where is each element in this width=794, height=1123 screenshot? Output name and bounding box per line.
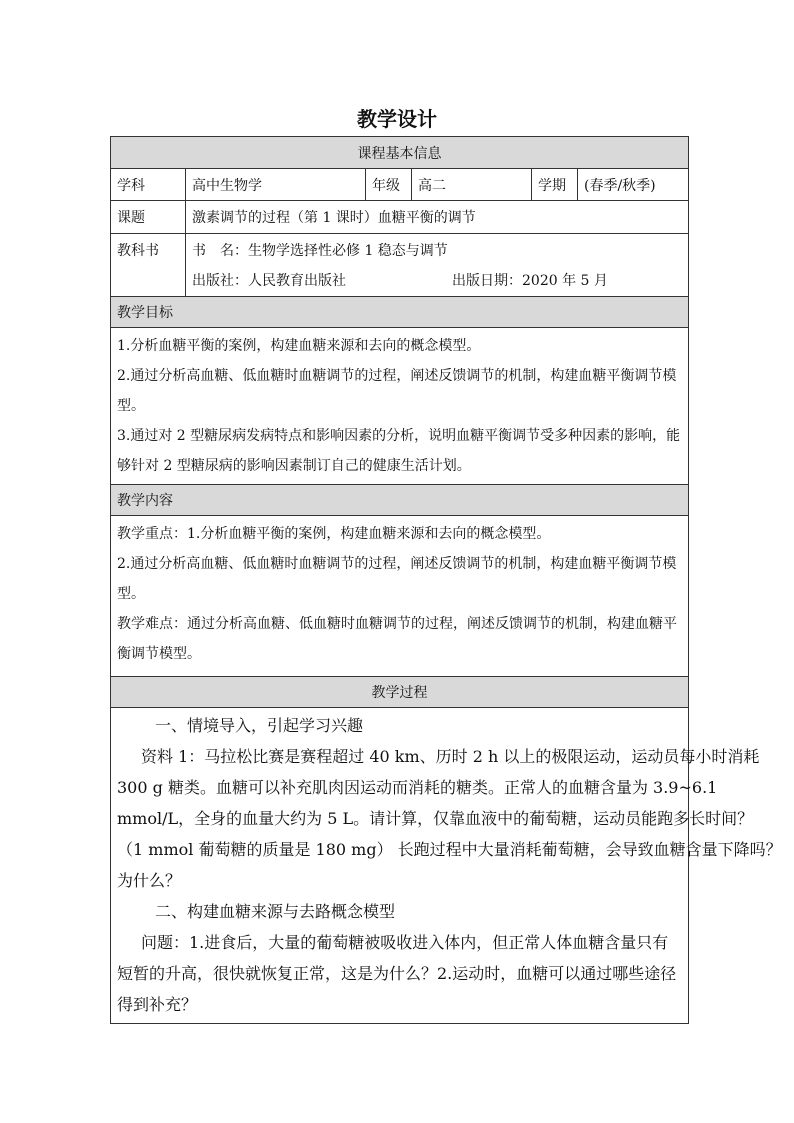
topic-value: 激素调节的过程（第 1 课时）血糖平衡的调节	[186, 201, 689, 234]
publish-date: 出版日期：2020 年 5 月	[452, 273, 608, 289]
objective-line: 1.分析血糖平衡的案例，构建血糖来源和去向的概念模型。	[117, 338, 481, 354]
material-line: 为什么？	[117, 871, 182, 890]
textbook-info	[186, 234, 689, 297]
objective-line: 型。	[117, 398, 145, 414]
book-name: 书 名：生物学选择性必修 1 稳态与调节	[192, 243, 448, 259]
material-line: （1 mmol 葡萄糖的质量是 180 mg） 长跑过程中大量消耗葡萄糖，会导致血糖含量下降吗？	[117, 840, 782, 859]
publisher: 出版社：人民教育出版社	[192, 273, 346, 289]
publisher-row	[192, 266, 682, 296]
topic-label: 课题	[111, 201, 186, 234]
subject-label: 学科	[111, 169, 186, 201]
question-line: 短暂的升高，很快就恢复正常，这是为什么？2.运动时，血糖可以通过哪些途径	[117, 964, 677, 983]
question-line: 得到补充？	[117, 995, 198, 1014]
objective-line: 够针对 2 型糖尿病的影响因素制订自己的健康生活计划。	[117, 458, 471, 474]
objective-line: 3.通过对 2 型糖尿病发病特点和影响因素的分析，说明血糖平衡调节受多种因素的影响，能	[117, 428, 681, 444]
term-value: (春季/秋季)	[578, 169, 689, 201]
textbook-label	[111, 234, 186, 297]
objective-line: 2.通过分析高血糖、低血糖时血糖调节的过程，阐述反馈调节的机制，构建血糖平衡调节模	[117, 368, 677, 384]
lesson-plan-table	[110, 136, 782, 1024]
objectives-header: 教学目标	[111, 297, 689, 328]
term-label: 学期	[532, 169, 578, 201]
content-line: 型。	[117, 586, 145, 602]
question-line: 问题：1.进食后，大量的葡萄糖被吸收进入体内，但正常人体血糖含量只有	[141, 933, 669, 952]
grade-value: 高二	[412, 169, 532, 201]
content-line: 2.通过分析高血糖、低血糖时血糖调节的过程，阐述反馈调节的机制，构建血糖平衡调节模	[117, 556, 677, 572]
material-line: 资料 1：马拉松比赛是赛程超过 40 km、历时 2 h 以上的极限运动，运动员每小时消耗	[141, 747, 760, 766]
material-line: 300 g 糖类。血糖可以补充肌肉因运动而消耗的糖类。正常人的血糖含量为 3.9~6.1	[117, 778, 718, 797]
section-heading: 一、情境导入，引起学习兴趣	[155, 716, 364, 735]
objectives-body	[111, 328, 689, 485]
content-line: 教学难点：通过分析高血糖、低血糖时血糖调节的过程，阐述反馈调节的机制，构建血糖平	[117, 616, 677, 632]
textbook-label-text: 教科书	[117, 243, 159, 259]
course-info-header: 课程基本信息	[111, 137, 689, 169]
page-title: 教学设计	[357, 107, 437, 131]
content-body	[111, 516, 689, 677]
content-line: 衡调节模型。	[117, 646, 201, 662]
grade-label: 年级	[366, 169, 412, 201]
section-heading: 二、构建血糖来源与去路概念模型	[155, 902, 396, 921]
process-header: 教学过程	[111, 677, 689, 708]
subject-value: 高中生物学	[186, 169, 366, 201]
process-body	[111, 708, 782, 1024]
content-header: 教学内容	[111, 485, 689, 516]
content-line: 教学重点：1.分析血糖平衡的案例，构建血糖来源和去向的概念模型。	[117, 526, 551, 542]
material-line: mmol/L，全身的血量大约为 5 L。请计算，仅靠血液中的葡萄糖，运动员能跑多长时间？	[117, 809, 754, 828]
